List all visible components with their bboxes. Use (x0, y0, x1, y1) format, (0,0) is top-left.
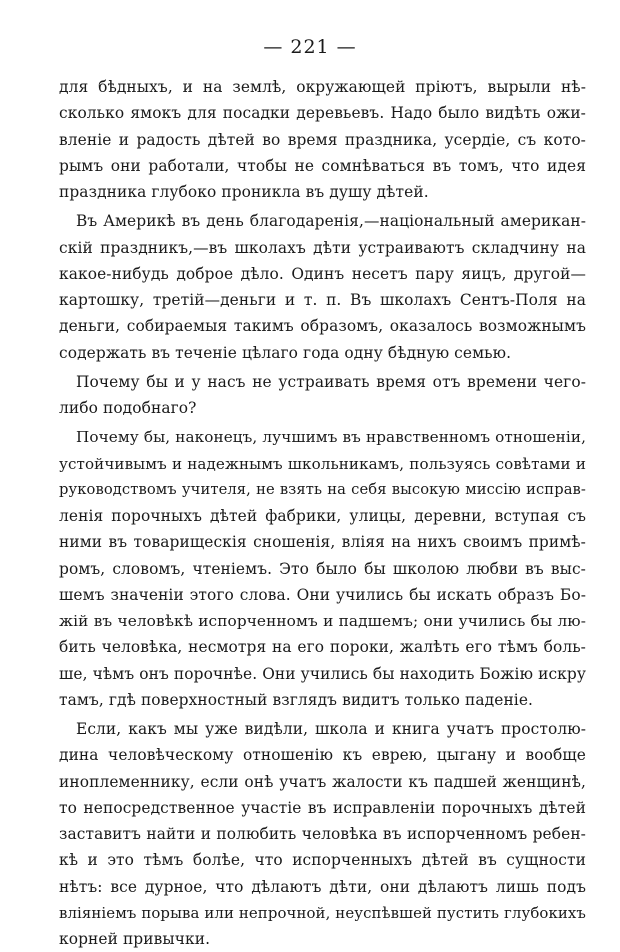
text-line: бить человѣка, несмотря на его пороки, жалѣть его тѣмъ боль- (59, 638, 586, 657)
text-line: кѣ и это тѣмъ болѣе, что испорченныхъ дѣтей въ сущности (59, 851, 586, 870)
paragraph (59, 369, 586, 422)
text-line: дина человѣческому отношенію къ еврею, цыгану и вообще (59, 746, 586, 765)
text-line: ленія порочныхъ дѣтей фабрики, улицы, деревни, вступая съ (59, 507, 586, 525)
text-line: либо подобнаго? (59, 399, 197, 417)
text-line: ромъ, словомъ, чтеніемъ. Это было бы школою любви въ выс- (59, 559, 586, 578)
text-line: картошку, третій—деньги и т. п. Въ школахъ Сентъ-Поля на (59, 291, 586, 309)
text-line: Если, какъ мы уже видѣли, школа и книга учатъ простолю- (76, 720, 586, 738)
text-line: деньги, собираемыя такимъ образомъ, оказалось возможнымъ (59, 317, 586, 336)
text-line: Почему бы, наконецъ, лучшимъ въ нравственномъ отношеніи, (76, 428, 586, 447)
text-line: заставитъ найти и полюбить человѣка въ испорченномъ ребен- (59, 825, 586, 843)
page-number: — 221 — (263, 36, 357, 58)
text-line: содержать въ теченіе цѣлаго года одну бѣдную семью. (59, 343, 512, 362)
paragraph (59, 716, 586, 952)
text-line: корней привычки. (59, 930, 211, 948)
text-line: скій праздникъ,—въ школахъ дѣти устраиваютъ складчину на (59, 238, 586, 257)
paragraph (59, 424, 586, 713)
text-line: Въ Америкѣ въ день благодаренія,—національный американ- (76, 212, 586, 231)
text-line: руководствомъ учителя, не взять на себя высокую миссію исправ- (59, 480, 586, 498)
text-line: шемъ значеніи этого слова. Они учились бы искать образъ Бо- (59, 585, 586, 604)
text-line: ними въ товарищескія сношенія, вліяя на нихъ своимъ примѣ- (59, 533, 586, 552)
text-line: тамъ, гдѣ поверхностный взглядъ видитъ только паденіе. (59, 690, 534, 709)
paragraph (59, 74, 586, 205)
text-line: ше, чѣмъ онъ порочнѣе. Они учились бы находить Божію искру (59, 664, 586, 683)
text-line: иноплеменнику, если онѣ учатъ жалости къ падшей женщинѣ, (59, 772, 586, 791)
text-line: нѣтъ: все дурное, что дѣлаютъ дѣти, они дѣлаютъ лишь подъ (59, 877, 586, 896)
text-line: жій въ человѣкѣ испорченномъ и падшемъ; они учились бы лю- (59, 612, 586, 630)
text-line: сколько ямокъ для посадки деревьевъ. Надо было видѣть ожи- (59, 104, 586, 123)
text-line: вленіе и радость дѣтей во время праздника, усердіе, съ кото- (59, 130, 586, 149)
text-line: устойчивымъ и надежнымъ школьникамъ, пользуясь совѣтами и (59, 454, 586, 473)
text-line: для бѣдныхъ, и на землѣ, окружающей пріютъ, вырыли нѣ- (59, 78, 586, 96)
text-line: рымъ они работали, чтобы не сомнѣваться въ томъ, что идея (59, 156, 586, 175)
text-line: Почему бы и у насъ не устраивать время отъ времени чего- (76, 372, 586, 391)
paragraph (59, 208, 586, 366)
text-line: какое-нибудь доброе дѣло. Одинъ несетъ пару яицъ, другой— (59, 264, 586, 283)
text-line: вліяніемъ порыва или непрочной, неуспѣвшей пустить глубокихъ (59, 903, 586, 922)
body-text (59, 74, 586, 952)
text-line: то непосредственное участіе въ исправленіи порочныхъ дѣтей (59, 798, 586, 817)
text-line: праздника глубоко проникла въ душу дѣтей. (59, 183, 429, 201)
